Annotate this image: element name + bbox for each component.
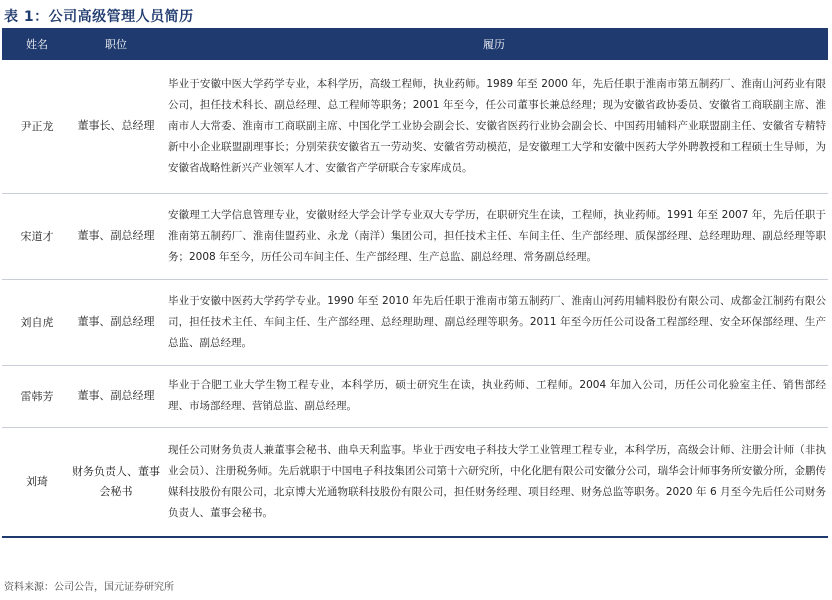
person-bio: 毕业于安徽中医大学药学专业，本科学历，高级工程师，执业药师。1989 年至 2000 年，先后任职于淮南市第五制药厂、淮南山河药业有限公司，担任技术科长、副总经理、总工程师等职务；2001 年至今，任公司董事长兼总经理；现为安徽省政协委员、安徽省工商联副主席、淮南市人大常委、淮南市工商联副主席、中国化学工业协会副会长、安徽省医药行业协会副会长、中国药用辅料产业联盟副主任、安徽省专精特新中小企业联盟副理事长；分别荣获安徽省五一劳动奖、安徽省劳动模范，是安徽理工大学和安徽中医药大学外聘教授和工程硕士生导师，为安徽省战略性新兴产业领军人才、安徽省产学研联合专家库成员。 xyxy=(168,77,826,174)
management-table xyxy=(2,28,828,538)
table-row xyxy=(2,427,828,537)
person-bio: 现任公司财务负责人兼董事会秘书、曲阜天利监事。毕业于西安电子科技大学工业管理工程专业，本科学历，高级会计师、注册会计师（非执业会员）、注册税务师。先后就职于中国电子科技集团公司第十六研究所，中化化肥有限公司安徽分公司，瑞华会计师事务所安徽分所，金鹏传媒科技股份有限公司，北京博大光通物联科技股份有限公司，担任财务经理、项目经理、财务总监等职务。2020 年 6 月至今先后任公司财务负责人、董事会秘书。 xyxy=(168,443,826,519)
header-name: 姓名 xyxy=(2,28,72,60)
person-bio: 毕业于安徽中医药大学药学专业。1990 年至 2010 年先后任职于淮南市第五制药厂、淮南山河药用辅料股份有限公司、成都金江制药有限公司，担任技术主任、车间主任、生产部经理、总经理助理、副总经理等职务。2011 年至今历任公司设备工程部经理、安全环保部经理、生产总监、副总经理。 xyxy=(168,294,826,349)
person-bio: 毕业于合肥工业大学生物工程专业，本科学历，硕士研究生在读，执业药师、工程师。2004 年加入公司，历任公司化验室主任、销售部经理、市场部经理、营销总监、副总经理。 xyxy=(168,379,826,412)
person-position: 财务负责人、董事会秘书 xyxy=(72,464,160,498)
table-row xyxy=(2,193,828,279)
table-row xyxy=(2,279,828,365)
person-name: 刘自虎 xyxy=(20,315,54,329)
person-position: 董事、副总经理 xyxy=(77,389,155,402)
person-name: 宋道才 xyxy=(20,229,54,243)
person-name: 雷韩芳 xyxy=(20,389,54,403)
table-row xyxy=(2,60,828,193)
table-row xyxy=(2,365,828,427)
header-bio: 履历 xyxy=(160,28,828,60)
table-header-row xyxy=(2,28,828,60)
person-name: 尹正龙 xyxy=(20,119,54,133)
person-position: 董事、副总经理 xyxy=(77,315,155,328)
person-position: 董事、副总经理 xyxy=(77,229,155,242)
person-position: 董事长、总经理 xyxy=(77,119,155,133)
table-title: 表 1：公司高级管理人员简历 xyxy=(4,9,194,25)
person-bio: 安徽理工大学信息管理专业，安徽财经大学会计学专业双大专学历，在职研究生在读，工程师，执业药师。1991 年至 2007 年，先后任职于淮南第五制药厂、淮南佳盟药业、永龙（南洋）集团公司，担任技术主任、车间主任、生产部经理、质保部经理、总经理助理、副总经理等职务；2008 年至今，历任公司车间主任、生产部经理、生产总监、副总经理、常务副总经理。 xyxy=(168,208,826,263)
source-note: 资料来源：公司公告，国元证券研究所 xyxy=(4,582,174,593)
header-position: 职位 xyxy=(72,28,160,60)
person-name: 刘琦 xyxy=(26,475,48,489)
